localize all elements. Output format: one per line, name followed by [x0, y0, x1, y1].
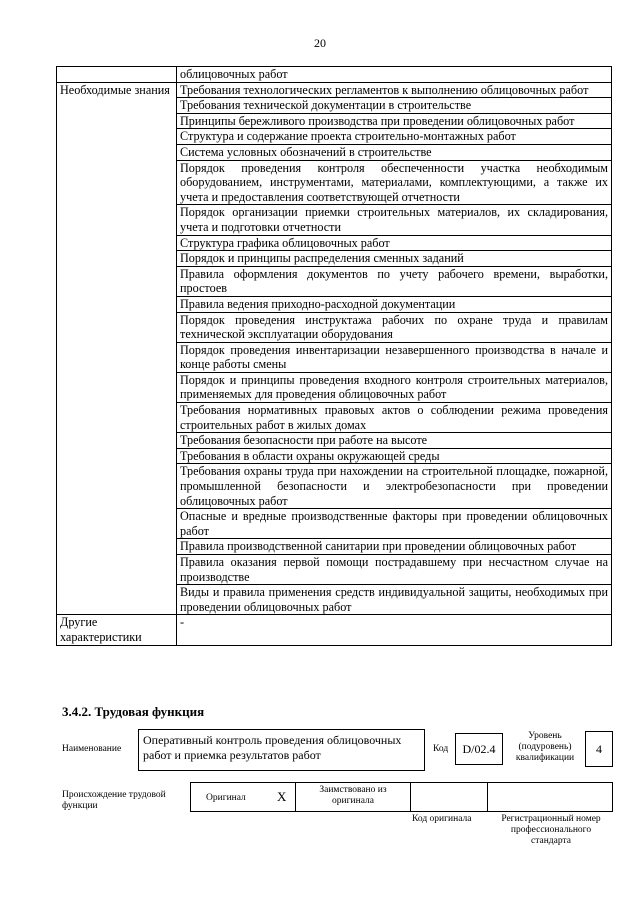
- knowledge-table: [56, 66, 612, 646]
- knowledge-item: Требования технической документации в строительстве: [177, 98, 612, 114]
- origin-label: Происхождение трудовой функции: [62, 790, 166, 811]
- code-value: D/02.4: [462, 742, 496, 756]
- knowledge-item: Порядок проведения инвентаризации незавершенного производства в начале и конце работы смены: [177, 342, 612, 372]
- knowledge-item: Требования охраны труда при нахождении на строительной площадке, пожарной, промышленной безопасности и электробезопасности при проведении облицовочных работ: [177, 464, 612, 509]
- knowledge-item: Требования нормативных правовых актов о соблюдении режима проведения строительных работ в жилых домах: [177, 403, 612, 433]
- origin-divider: [410, 783, 411, 811]
- category-knowledge: Необходимые знания: [57, 82, 177, 615]
- reg-number-label: Регистрационный номер профессионального стандарта: [501, 814, 601, 846]
- level-label: Уровень (подуровень) квалификации: [515, 731, 575, 763]
- table-row: [57, 615, 612, 645]
- code-label: Код: [433, 744, 449, 754]
- origin-divider: [487, 783, 488, 811]
- knowledge-item: Принципы бережливого производства при проведении облицовочных работ: [177, 113, 612, 129]
- page-number: 20: [314, 36, 326, 50]
- knowledge-item: Опасные и вредные производственные факторы при проведении облицовочных работ: [177, 509, 612, 539]
- original-label: Оригинал: [206, 793, 246, 803]
- knowledge-item: Правила производственной санитарии при проведении облицовочных работ: [177, 539, 612, 555]
- function-name: Оперативный контроль проведения облицовочных работ и приемка результатов работ: [143, 733, 402, 762]
- category-cell-empty: [57, 67, 177, 83]
- knowledge-item: Структура и содержание проекта строительно-монтажных работ: [177, 129, 612, 145]
- name-label: Наименование: [62, 744, 122, 754]
- knowledge-item: Виды и правила применения средств индивидуальной защиты, необходимых при проведении облицовочных работ: [177, 585, 612, 615]
- original-mark: X: [277, 789, 287, 804]
- origin-box: [190, 782, 613, 812]
- knowledge-item: Система условных обозначений в строительстве: [177, 144, 612, 160]
- level-box: [585, 731, 613, 767]
- knowledge-item: Порядок и принципы проведения входного контроля строительных материалов, применяемых для проведения облицовочных работ: [177, 372, 612, 402]
- knowledge-item: Правила оформления документов по учету рабочего времени, выработки, простоев: [177, 266, 612, 296]
- code-box: [455, 733, 503, 765]
- knowledge-item: Правила оказания первой помощи пострадавшему при несчастном случае на производстве: [177, 555, 612, 585]
- knowledge-item: Требования технологических регламентов к выполнению облицовочных работ: [177, 82, 612, 98]
- category-other: Другие характеристики: [57, 615, 177, 645]
- knowledge-item: Порядок организации приемки строительных материалов, их складирования, учета и подготовки отчетности: [177, 205, 612, 235]
- other-value: -: [177, 615, 612, 645]
- origin-divider: [295, 783, 296, 811]
- table-row: [57, 67, 612, 83]
- knowledge-item: Структура графика облицовочных работ: [177, 235, 612, 251]
- knowledge-item: Правила ведения приходно-расходной документации: [177, 296, 612, 312]
- knowledge-item: облицовочных работ: [177, 67, 612, 83]
- knowledge-item: Требования безопасности при работе на высоте: [177, 433, 612, 449]
- knowledge-item: Требования в области охраны окружающей среды: [177, 448, 612, 464]
- level-value: 4: [596, 742, 602, 756]
- section-heading: 3.4.2. Трудовая функция: [62, 704, 205, 719]
- knowledge-item: Порядок проведения контроля обеспеченности участка необходимым оборудованием, инструментами, материалами, комплектующими, а также их учета и предоставления соответствующей отчетности: [177, 160, 612, 205]
- knowledge-item: Порядок проведения инструктажа рабочих по охране труда и правилам технической эксплуатации оборудования: [177, 312, 612, 342]
- function-name-box: [138, 729, 425, 771]
- knowledge-item: Порядок и принципы распределения сменных заданий: [177, 251, 612, 267]
- table-row: [57, 82, 612, 98]
- borrowed-label: Заимствовано из оригинала: [319, 785, 387, 806]
- code-original-label: Код оригинала: [412, 814, 472, 824]
